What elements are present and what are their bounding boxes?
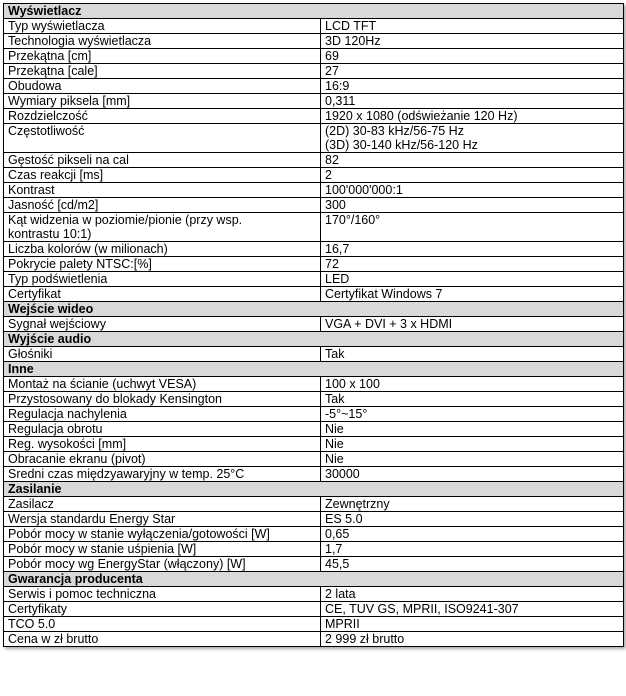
spec-value: Tak <box>321 392 624 407</box>
section-title: Wyjście audio <box>4 332 624 347</box>
spec-value: 69 <box>321 49 624 64</box>
spec-value: Certyfikat Windows 7 <box>321 287 624 302</box>
table-row <box>4 617 624 632</box>
spec-label: Certyfikat <box>4 287 321 302</box>
spec-label: Cena w zł brutto <box>4 632 321 647</box>
table-row <box>4 392 624 407</box>
table-row <box>4 437 624 452</box>
spec-value: LCD TFT <box>321 19 624 34</box>
section-header-row <box>4 302 624 317</box>
table-row <box>4 512 624 527</box>
table-row <box>4 422 624 437</box>
spec-value: Nie <box>321 437 624 452</box>
table-row <box>4 109 624 124</box>
spec-label: Pobór mocy wg EnergyStar (włączony) [W] <box>4 557 321 572</box>
spec-value: 1920 x 1080 (odświeżanie 120 Hz) <box>321 109 624 124</box>
table-row <box>4 557 624 572</box>
spec-value: ES 5.0 <box>321 512 624 527</box>
spec-label: Technologia wyświetlacza <box>4 34 321 49</box>
table-row <box>4 527 624 542</box>
spec-value: 2 999 zł brutto <box>321 632 624 647</box>
section-header-row <box>4 572 624 587</box>
spec-value: CE, TUV GS, MPRII, ISO9241-307 <box>321 602 624 617</box>
spec-value: 16,7 <box>321 242 624 257</box>
table-row <box>4 94 624 109</box>
spec-value: 27 <box>321 64 624 79</box>
spec-label: Przystosowany do blokady Kensington <box>4 392 321 407</box>
spec-label: Reg. wysokości [mm] <box>4 437 321 452</box>
table-row <box>4 467 624 482</box>
spec-label: Częstotliwość <box>4 124 321 153</box>
spec-value: 72 <box>321 257 624 272</box>
spec-label: Typ podświetlenia <box>4 272 321 287</box>
spec-label: Rozdzielczość <box>4 109 321 124</box>
table-row <box>4 587 624 602</box>
table-row <box>4 213 624 242</box>
table-row <box>4 183 624 198</box>
table-row <box>4 64 624 79</box>
table-row <box>4 257 624 272</box>
section-header-row <box>4 332 624 347</box>
spec-value: 300 <box>321 198 624 213</box>
spec-label: Regulacja nachylenia <box>4 407 321 422</box>
spec-label: Jasność [cd/m2] <box>4 198 321 213</box>
spec-label: Serwis i pomoc techniczna <box>4 587 321 602</box>
spec-label: Przekątna [cm] <box>4 49 321 64</box>
spec-table-body <box>4 4 624 647</box>
table-row <box>4 377 624 392</box>
spec-label: Pokrycie palety NTSC:[%] <box>4 257 321 272</box>
table-row <box>4 452 624 467</box>
spec-label: Liczba kolorów (w milionach) <box>4 242 321 257</box>
spec-label: Wersja standardu Energy Star <box>4 512 321 527</box>
spec-label: Przekątna [cale] <box>4 64 321 79</box>
table-row <box>4 407 624 422</box>
spec-label: Typ wyświetlacza <box>4 19 321 34</box>
spec-label: Czas reakcji [ms] <box>4 168 321 183</box>
spec-label: Głośniki <box>4 347 321 362</box>
table-row <box>4 317 624 332</box>
spec-value: Nie <box>321 452 624 467</box>
spec-label: Pobór mocy w stanie wyłączenia/gotowości [W] <box>4 527 321 542</box>
spec-label: Kąt widzenia w poziomie/pionie (przy wsp. kontrastu 10:1) <box>4 213 321 242</box>
table-row <box>4 153 624 168</box>
spec-value: 82 <box>321 153 624 168</box>
table-row <box>4 497 624 512</box>
spec-value: 170°/160° <box>321 213 624 242</box>
spec-label: TCO 5.0 <box>4 617 321 632</box>
table-row <box>4 602 624 617</box>
table-row <box>4 347 624 362</box>
spec-value: 45,5 <box>321 557 624 572</box>
section-header-row <box>4 482 624 497</box>
section-header-row <box>4 362 624 377</box>
spec-value: Zewnętrzny <box>321 497 624 512</box>
spec-value: 0,65 <box>321 527 624 542</box>
spec-value: VGA + DVI + 3 x HDMI <box>321 317 624 332</box>
spec-value: 3D 120Hz <box>321 34 624 49</box>
spec-label: Obracanie ekranu (pivot) <box>4 452 321 467</box>
section-title: Gwarancja producenta <box>4 572 624 587</box>
spec-table <box>3 3 624 647</box>
spec-label: Montaż na ścianie (uchwyt VESA) <box>4 377 321 392</box>
table-row <box>4 19 624 34</box>
table-row <box>4 632 624 647</box>
table-row <box>4 242 624 257</box>
table-row <box>4 34 624 49</box>
spec-value: 16:9 <box>321 79 624 94</box>
spec-value: LED <box>321 272 624 287</box>
spec-value: 30000 <box>321 467 624 482</box>
table-row <box>4 79 624 94</box>
table-row <box>4 542 624 557</box>
table-row <box>4 198 624 213</box>
section-title: Zasilanie <box>4 482 624 497</box>
spec-label: Wymiary piksela [mm] <box>4 94 321 109</box>
section-title: Wejście wideo <box>4 302 624 317</box>
table-row <box>4 287 624 302</box>
spec-label: Certyfikaty <box>4 602 321 617</box>
table-row <box>4 124 624 153</box>
spec-value: MPRII <box>321 617 624 632</box>
spec-label: Sygnał wejściowy <box>4 317 321 332</box>
spec-label: Gęstość pikseli na cal <box>4 153 321 168</box>
section-title: Inne <box>4 362 624 377</box>
section-title: Wyświetlacz <box>4 4 624 19</box>
spec-label: Obudowa <box>4 79 321 94</box>
spec-value: 0,311 <box>321 94 624 109</box>
spec-value: 2 <box>321 168 624 183</box>
spec-label: Zasilacz <box>4 497 321 512</box>
spec-label: Pobór mocy w stanie uśpienia [W] <box>4 542 321 557</box>
spec-value: Tak <box>321 347 624 362</box>
table-row <box>4 49 624 64</box>
spec-label: Sredni czas międzyawaryjny w temp. 25°C <box>4 467 321 482</box>
table-row <box>4 272 624 287</box>
table-row <box>4 168 624 183</box>
section-header-row <box>4 4 624 19</box>
spec-value: 1,7 <box>321 542 624 557</box>
spec-label: Regulacja obrotu <box>4 422 321 437</box>
spec-value: (2D) 30-83 kHz/56-75 Hz (3D) 30-140 kHz/56-120 Hz <box>321 124 624 153</box>
spec-value: 100 x 100 <box>321 377 624 392</box>
spec-value: 2 lata <box>321 587 624 602</box>
spec-value: Nie <box>321 422 624 437</box>
spec-value: -5°~15° <box>321 407 624 422</box>
spec-label: Kontrast <box>4 183 321 198</box>
spec-value: 100'000'000:1 <box>321 183 624 198</box>
